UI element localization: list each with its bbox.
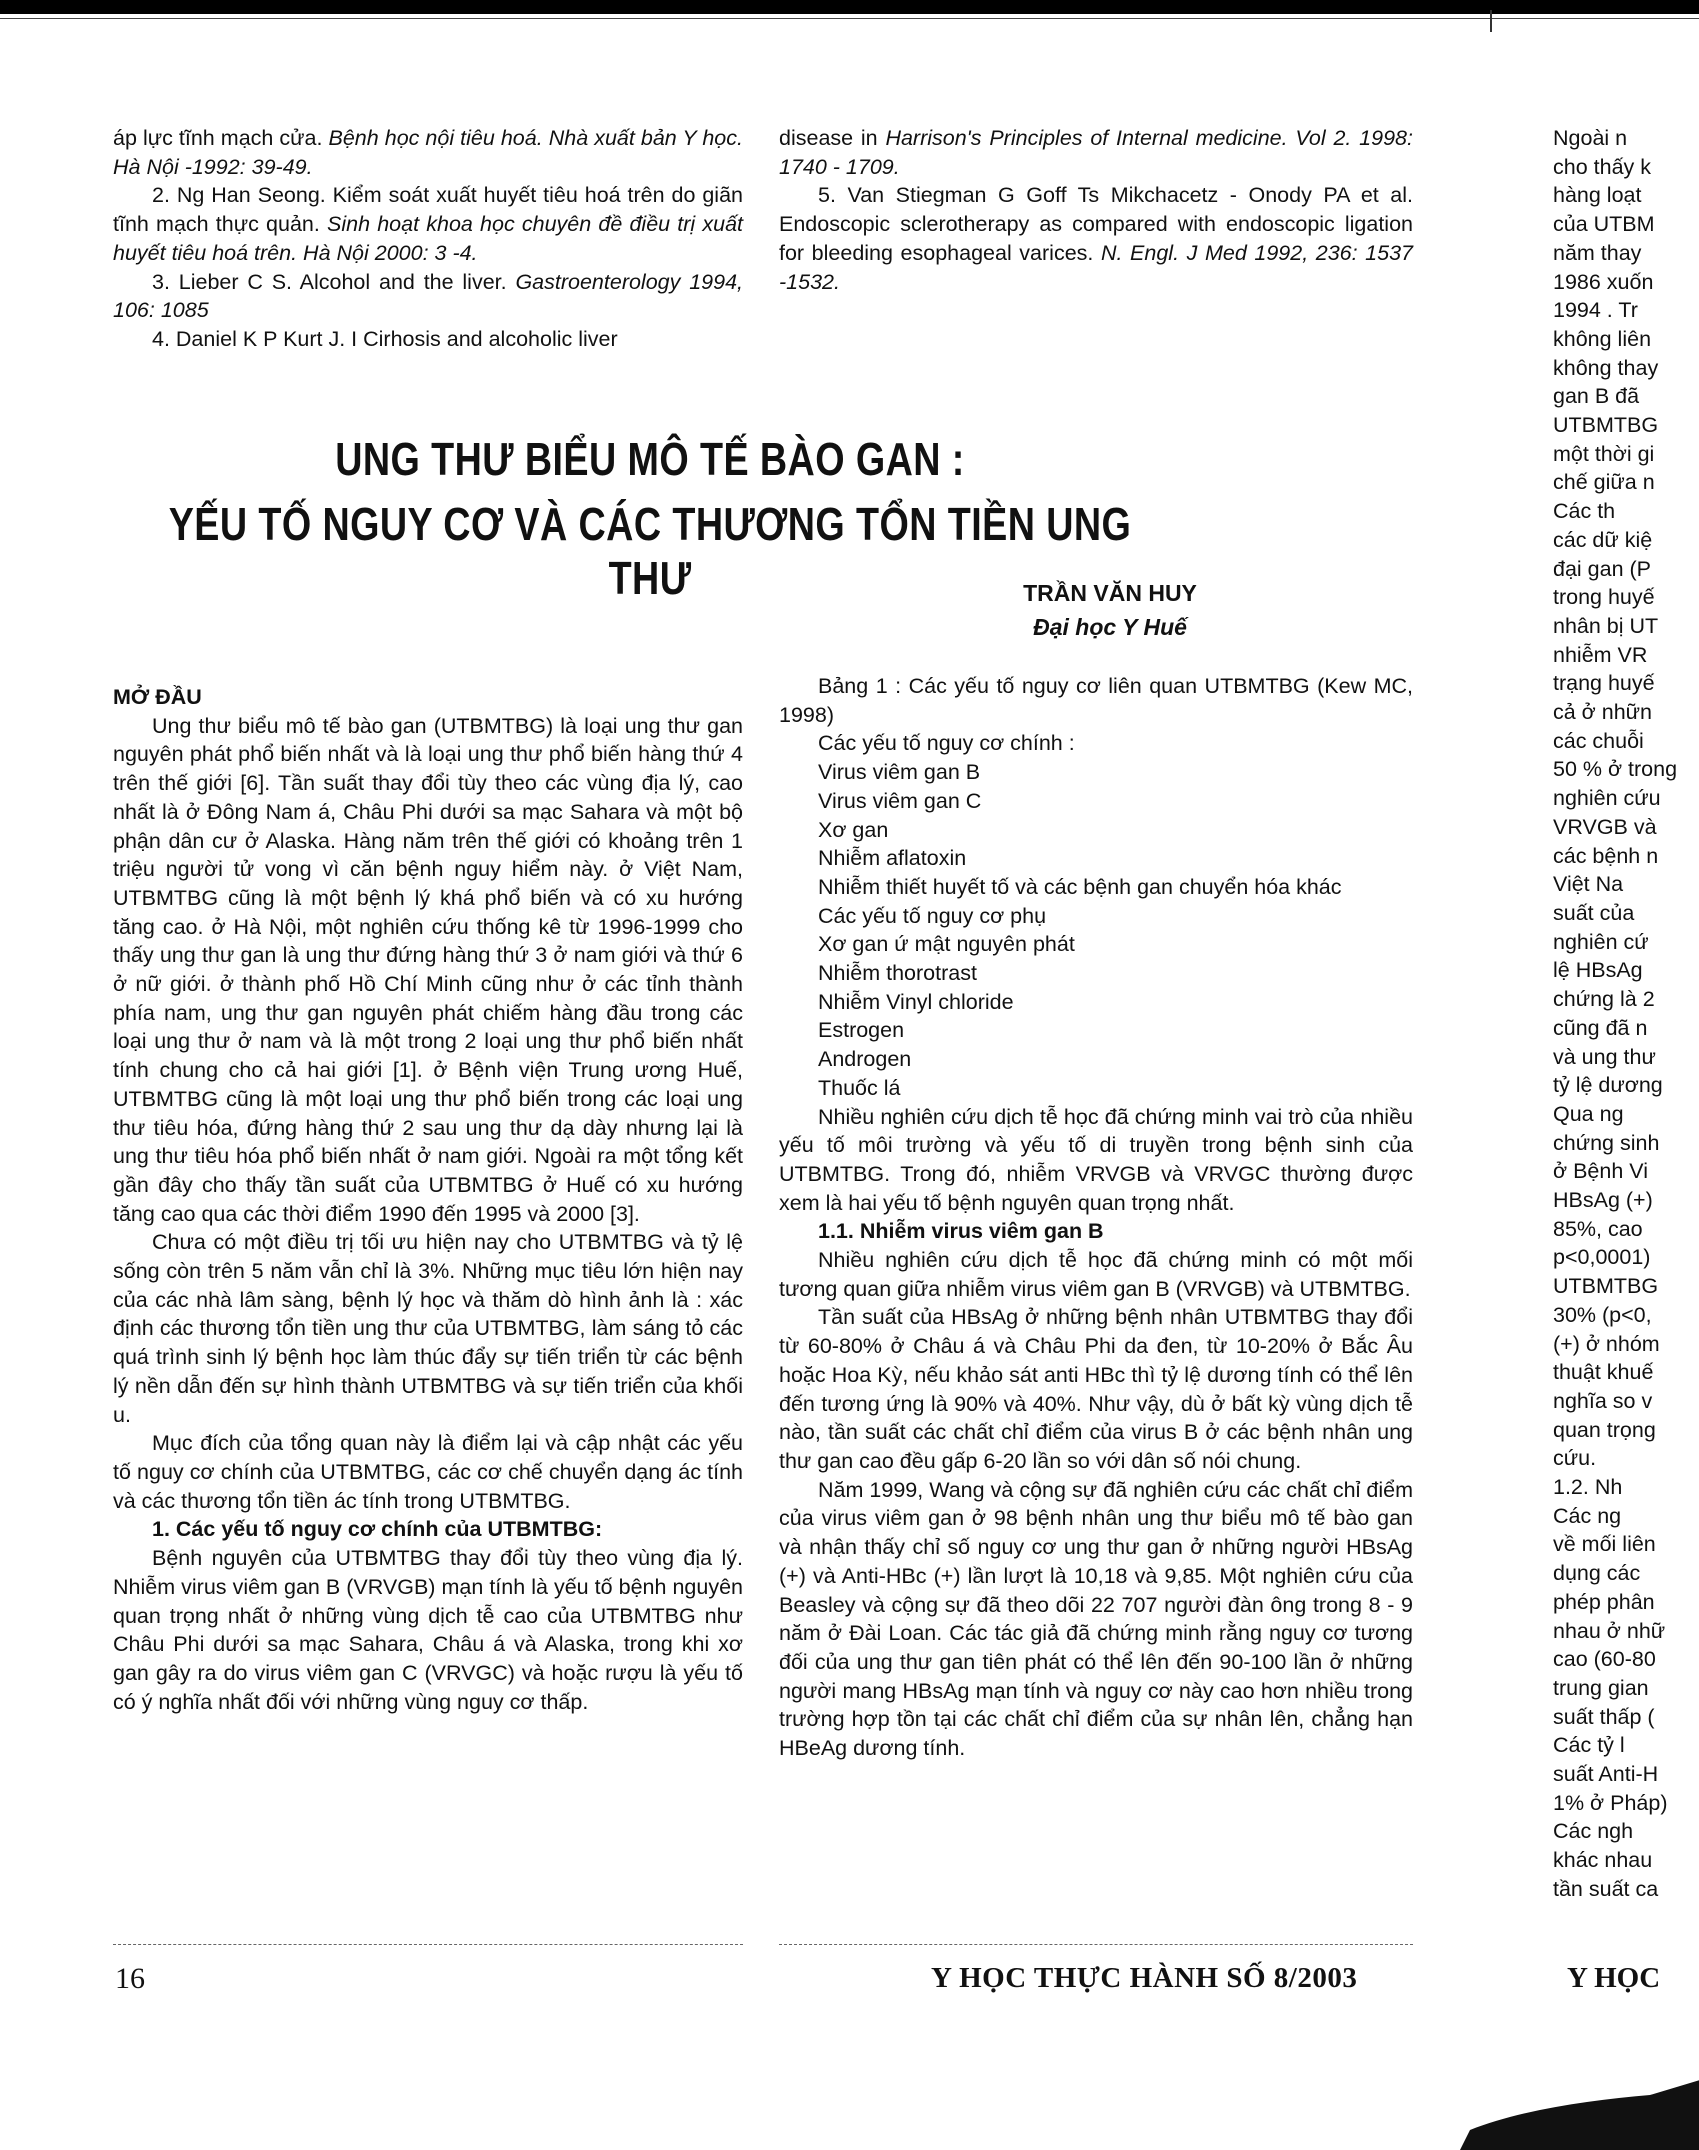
reference-4-cont: disease in Harrison's Principles of Internal medicine. Vol 2. 1998: 1740 - 1709.	[779, 126, 1413, 179]
references-right	[779, 124, 1413, 296]
next-page-text-line: trạng huyế	[1553, 671, 1655, 696]
next-page-text-line: tỷ lệ dương	[1553, 1073, 1663, 1098]
section-heading-1-1: 1.1. Nhiễm virus viêm gan B	[818, 1219, 1104, 1244]
next-page-text-line: chế giữa n	[1553, 470, 1655, 495]
next-page-text-line: hàng loạt	[1553, 183, 1642, 208]
next-page-text-line: nghiên cứu	[1553, 786, 1661, 811]
next-page-text-line: 1.2. Nh	[1553, 1475, 1623, 1500]
next-page-text-line: UTBMTBG	[1553, 1274, 1659, 1299]
next-page-text-line: nhân bị UT	[1553, 613, 1659, 638]
next-page-text-line: Các tỷ l	[1553, 1733, 1625, 1758]
next-page-text-line: Các th	[1553, 499, 1616, 524]
next-page-text-line: lệ HBsAg	[1553, 958, 1643, 983]
section-heading-1: 1. Các yếu tố nguy cơ chính của UTBMTBG:	[152, 1517, 603, 1542]
table-list-item: Virus viêm gan B	[818, 760, 981, 785]
scan-top-border	[0, 0, 1699, 14]
section-heading-intro: MỞ ĐẦU	[113, 685, 202, 709]
next-page-text-line: nhau ở nhữ	[1553, 1618, 1666, 1643]
next-page-text-line: của UTBM	[1553, 212, 1655, 237]
next-page-text-line: một thời gi	[1553, 441, 1655, 466]
next-page-text-line: trong huyế	[1553, 585, 1655, 610]
next-page-text-line: Ngoài n	[1553, 126, 1628, 150]
next-page-text-line: phép phân	[1553, 1589, 1655, 1614]
table-list-item: Xơ gan	[818, 817, 889, 842]
reference-3: 3. Lieber C S. Alcohol and the liver. Gastroenterology 1994, 106: 1085	[113, 269, 744, 323]
journal-footer-next-page: Y HỌC	[1567, 1962, 1661, 1994]
journal-footer: Y HỌC THỰC HÀNH SỐ 8/2003	[931, 1962, 1358, 1994]
next-page-text-line: 50 % ở trong	[1553, 757, 1678, 782]
next-page-text-line: cao (60-80	[1553, 1647, 1656, 1672]
table-list-item: Virus viêm gan C	[818, 788, 982, 813]
next-page-text-line: UTBMTBG	[1553, 413, 1659, 438]
next-page-text-line: (+) ở nhóm	[1553, 1331, 1660, 1356]
next-page-text-line: 1994 . Tr	[1553, 298, 1638, 323]
next-page-text-line: Qua ng	[1553, 1101, 1624, 1126]
next-page-text-line: suất thấp (	[1553, 1704, 1655, 1729]
paragraph: Ung thư biểu mô tế bào gan (UTBMTBG) là loại ung thư gan nguyên phát phổ biến nhất và là loại ung thư phổ biến hàng thứ 4 trên thế giới [6]. Tần suất thay đổi tùy theo các vùng địa lý, cao nhất là ở Đông Nam á, Châu Phi dưới sa mạc Sahara và một bộ phận dân cư ở Alaska. Hàng năm trên thế giới có khoảng trên 1 triệu người tử vong vì căn bệnh nguy hiểm này. ở Việt Nam, UTBMTBG cũng là một bệnh lý khá phổ biến và có xu hướng tăng cao. ở Hà Nội, một nghiên cứu thống kê từ 1996-1999 cho thấy ung thư gan là ung thư đứng hàng thứ 3 ở nam giới và thứ 6 ở nữ giới. ở thành phố Hồ Chí Minh cũng như ở các tỉnh thành phía nam, ung thư gan nguyên phát chiếm hàng đầu trong các loại ung thư ở nam và là một trong 2 loại ung thư phổ biến nhất tính chung cho cả hai giới [1]. ở Bệnh viện Trung ương Huế, UTBMTBG cũng là một loại ung thư phổ biến trong các loại ung thư tiêu hóa, đứng hàng thứ 2 sau ung thư dạ dày nhưng lại là ung thư tiêu hóa phổ biến nhất ở nam giới. Ngoài ra một tổng kết gần đây cho thấy tần suất của UTBMTBG ở Huế có xu hướng tăng cao qua các thời điểm 1990 đến 1995 và 2000 [3].	[113, 713, 743, 1226]
next-page-text-line: các dữ kiệ	[1553, 527, 1653, 552]
scan-tick-mark	[1490, 10, 1492, 32]
footer-rule-left	[113, 1944, 743, 1945]
author-affiliation: Đại học Y Huế	[1033, 614, 1187, 640]
paragraph: Nhiều nghiên cứu dịch tễ học đã chứng minh có một mối tương quan giữa nhiễm virus viêm gan B (VRVGB) và UTBMTBG.	[779, 1248, 1413, 1301]
next-page-text-line: 1986 xuốn	[1553, 269, 1654, 294]
right-column	[779, 672, 1413, 1763]
next-page-text-line: không thay	[1553, 355, 1659, 380]
paragraph: Nhiều nghiên cứu dịch tễ học đã chứng minh vai trò của nhiều yếu tố môi trường và yếu tố di truyền trong bệnh sinh của UTBMTBG. Trong đó, nhiễm VRVGB và VRVGC thường được xem là hai yếu tố bệnh nguyên quan trọng nhất.	[779, 1104, 1413, 1215]
next-page-text-line: các bệnh n	[1553, 843, 1659, 868]
table-minor-list	[779, 930, 1413, 1102]
next-page-text-line: và ung thư	[1553, 1044, 1656, 1069]
next-page-text-line: nghiên cứ	[1553, 929, 1649, 954]
next-page-text-line: suất Anti-H	[1553, 1762, 1659, 1787]
next-page-text-line: các chuỗi	[1553, 728, 1644, 753]
table-minor-heading: Các yếu tố nguy cơ phụ	[818, 903, 1047, 928]
next-page-edge-column	[1553, 124, 1699, 1904]
footer-rule-right	[779, 1944, 1413, 1945]
paragraph: Năm 1999, Wang và cộng sự đã nghiên cứu các chất chỉ điểm của virus viêm gan ở 98 bệnh nhân ung thư biểu mô tế bào gan và nhận thấy chỉ số nguy cơ ung thư gan ở những người HBsAg (+) và Anti-HBc (+) lần lượt là 10,18 và 9,85. Một nghiên cứu của Beasley và cộng sự đã theo dõi 22 707 người đàn ông trong 8 - 9 năm ở Đài Loan. Các tác giả đã chứng minh rằng nguy cơ tương đối của ung thư gan tiên phát có thể lên đến 90-100 lần ở những người mang HBsAg mạn tính và nguy cơ này cao hơn nhiều trong trường hợp tồn tại các chất chỉ điểm của sự nhân lên, chẳng hạn HBeAg dương tính.	[779, 1477, 1413, 1761]
next-page-text-line: 85%, cao	[1553, 1216, 1643, 1241]
table-caption: Bảng 1 : Các yếu tố nguy cơ liên quan UTBMTBG (Kew MC, 1998)	[779, 674, 1413, 727]
next-page-text-line: ở Bệnh Vi	[1553, 1159, 1648, 1184]
article-title-line-1: UNG THƯ BIỂU MÔ TẾ BÀO GAN :	[335, 433, 965, 485]
next-page-text-line: thuật khuế	[1553, 1360, 1654, 1385]
next-page-text-line: cho thấy k	[1553, 154, 1651, 179]
next-page-text-line: không liên	[1553, 326, 1652, 351]
next-page-text-line: nhiễm VR	[1553, 642, 1648, 667]
next-page-text-line: cũng đã n	[1553, 1015, 1648, 1040]
table-list-item: Nhiễm aflatoxin	[818, 846, 967, 871]
next-page-text-line: chứng là 2	[1553, 987, 1655, 1012]
next-page-text-line: quan trọng	[1553, 1417, 1656, 1442]
next-page-text-line: về mối liên	[1553, 1532, 1656, 1557]
table-major-list	[779, 758, 1413, 902]
reference-1: áp lực tĩnh mạch cửa. Bệnh học nội tiêu hoá. Nhà xuất bản Y học. Hà Nội -1992: 39-49.	[113, 126, 743, 179]
reference-4: 4. Daniel K P Kurt J. I Cirhosis and alcoholic liver	[152, 326, 618, 351]
next-page-text-line: HBsAg (+)	[1553, 1188, 1653, 1213]
next-page-text-line: chứng sinh	[1553, 1130, 1660, 1155]
paragraph: Bệnh nguyên của UTBMTBG thay đổi tùy theo vùng địa lý. Nhiễm virus viêm gan B (VRVGB) mạn tính là yếu tố bệnh nguyên quan trọng nhất ở những vùng dịch tễ cao của UTBMTBG như Châu Phi dưới sa mạc Sahara, Châu á và Alaska, trong khi xơ gan gây ra do virus viêm gan C (VRVGC) và hoặc rượu là yếu tố có ý nghĩa nhất đối với những vùng nguy cơ thấp.	[113, 1546, 743, 1714]
table-major-heading: Các yếu tố nguy cơ chính :	[818, 731, 1075, 756]
next-page-text-line: Các ngh	[1553, 1819, 1634, 1844]
paragraph: Tần suất của HBsAg ở những bệnh nhân UTBMTBG thay đổi từ 60-80% ở Châu á và Châu Phi da đen, từ 10-20% ở Bắc Âu hoặc Hoa Kỳ, nếu khảo sát anti HBc thì tỷ lệ dương tính có thể lên đến tương ứng là 90% và 40%. Như vậy, dù ở bất kỳ vùng dịch tễ nào, tần suất các chất chỉ điểm của virus B ở các bệnh nhân ung thư gan cao đều gấp 6-20 lần so với dân số nói chung.	[779, 1305, 1413, 1473]
next-page-text-line: khác nhau	[1553, 1848, 1653, 1873]
next-page-text-line: tần suất ca	[1553, 1876, 1659, 1901]
next-page-text-line: đại gan (P	[1553, 556, 1652, 581]
next-page-text-line: trung gian	[1553, 1675, 1649, 1700]
table-list-item: Estrogen	[818, 1018, 905, 1043]
table-list-item: Nhiễm Vinyl chloride	[818, 989, 1014, 1014]
article-title-line-2: YẾU TỐ NGUY CƠ VÀ CÁC THƯƠNG TỔN TIỀN UNG THƯ	[168, 498, 1132, 604]
next-page-text-line: Các ng	[1553, 1503, 1622, 1528]
references-left	[113, 124, 743, 354]
author-name: TRẦN VĂN HUY	[1023, 580, 1197, 606]
next-page-text-line: p<0,0001)	[1553, 1245, 1651, 1270]
left-column	[113, 683, 743, 1716]
next-page-text-line: dụng các	[1553, 1561, 1641, 1586]
next-page-text-line: VRVGB và	[1553, 814, 1657, 839]
scan-smudge	[1440, 2060, 1699, 2150]
table-list-item: Thuốc lá	[818, 1075, 901, 1100]
next-page-text-line: nghĩa so v	[1553, 1388, 1653, 1413]
table-list-item: Nhiễm thorotrast	[818, 961, 977, 986]
scan-top-line	[0, 18, 1699, 19]
table-list-item: Nhiễm thiết huyết tố và các bệnh gan chuyển hóa khác	[818, 874, 1342, 899]
next-page-text-line: gan B đã	[1553, 384, 1640, 409]
next-page-text-line: 30% (p<0,	[1553, 1302, 1652, 1327]
paragraph: Mục đích của tổng quan này là điểm lại và cập nhật các yếu tố nguy cơ chính của UTBMTBG, các cơ chế chuyển dạng ác tính và các thương tổn tiền ác tính trong UTBMTBG.	[113, 1431, 743, 1513]
paragraph: Chưa có một điều trị tối ưu hiện nay cho UTBMTBG và tỷ lệ sống còn trên 5 năm vẫn chỉ là 3%. Những mục tiêu lớn hiện nay của các nhà lâm sàng, bệnh lý học và thăm dò hình ảnh là : xác định các thương tổn tiền ung thư của UTBMTBG, làm sáng tỏ các quá trình sinh lý bệnh học làm thúc đẩy sự tiến triển từ các bệnh lý nền dẫn đến sự hình thành UTBMTBG và sự tiến triển của khối u.	[113, 1230, 743, 1427]
next-page-text-line: năm thay	[1553, 240, 1642, 265]
reference-5: 5. Van Stiegman G Goff Ts Mikchacetz - Onody PA et al. Endoscopic sclerotherapy as compared with endoscopic ligation for bleeding esophageal varices. N. Engl. J Med 1992, 236: 1537 -1532.	[779, 183, 1413, 294]
reference-2: 2. Ng Han Seong. Kiểm soát xuất huyết tiêu hoá trên do giãn tĩnh mạch thực quản. Sinh hoạt khoa học chuyên đề điều trị xuất huyết tiêu hoá trên. Hà Nội 2000: 3 -4.	[113, 183, 743, 265]
next-page-text-line: suất của	[1553, 900, 1635, 925]
page-number: 16	[115, 1962, 145, 1995]
next-page-text-line: cứu.	[1553, 1446, 1597, 1471]
next-page-text-line: cả ở nhữn	[1553, 700, 1653, 725]
next-page-text-line: Việt Na	[1553, 872, 1624, 897]
next-page-text-line: 1% ở Pháp)	[1553, 1790, 1668, 1815]
table-list-item: Xơ gan ứ mật nguyên phát	[818, 932, 1075, 957]
table-list-item: Androgen	[818, 1047, 912, 1072]
